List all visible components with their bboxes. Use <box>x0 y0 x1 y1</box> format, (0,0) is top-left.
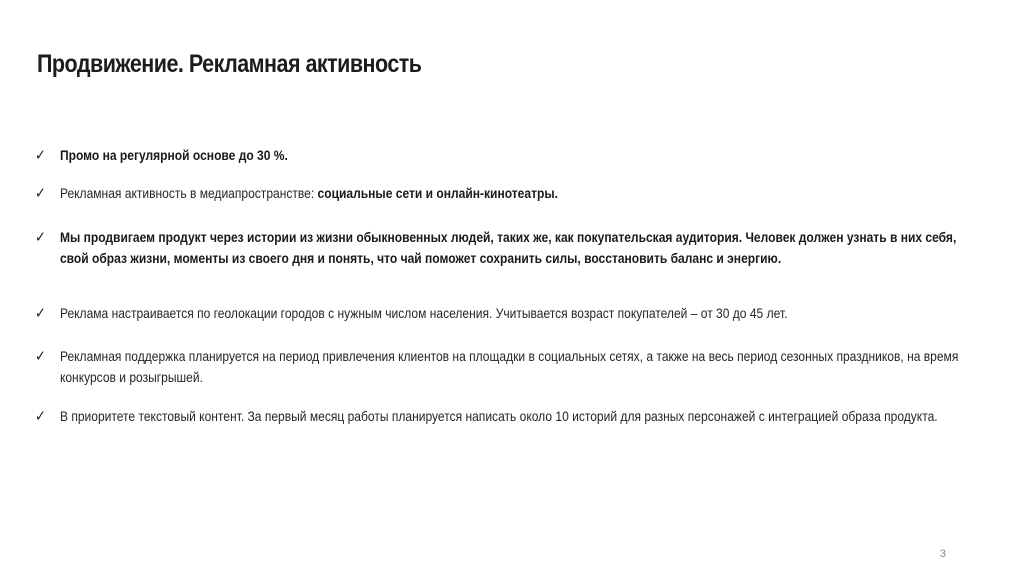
bullet-text-regular: Рекламная поддержка планируется на период привлечения клиентов на площадки в социальных сетях, а также на весь период сезонных праздников, на время конкурсов и розыгрышей. <box>59 348 959 385</box>
checkmark-icon: ✓ <box>35 147 46 164</box>
bullet-text <box>60 406 964 427</box>
bullet-text <box>60 145 964 166</box>
bullet-text-regular: В приоритете текстовый контент. За первый месяц работы планируется написать около 10 историй для разных персонажей с интеграцией образа продукта. <box>59 408 938 424</box>
bullet-item <box>35 303 964 324</box>
bullet-text-bold: Мы продвигаем продукт через истории из жизни обыкновенных людей, таких же, как покупательская аудитория. Человек должен узнать в них себя, свой образ жизни, моменты из своего дня и понять, что чай поможет сохранить силы, восстановить баланс и энергию. <box>59 229 957 266</box>
checkmark-icon: ✓ <box>35 305 46 322</box>
bullet-item <box>35 145 964 166</box>
bullet-text-bold: Промо на регулярной основе до 30 %. <box>59 147 288 163</box>
bullet-item <box>35 227 964 269</box>
bullet-text <box>60 303 964 324</box>
bullet-item <box>35 406 964 427</box>
checkmark-icon: ✓ <box>35 408 46 425</box>
bullet-item <box>35 183 964 204</box>
bullet-text <box>60 227 964 269</box>
checkmark-icon: ✓ <box>35 348 46 365</box>
bullet-text-bold: социальные сети и онлайн-кинотеатры. <box>317 185 558 201</box>
bullet-text <box>60 346 964 388</box>
bullet-item <box>35 346 964 388</box>
page-number: 3 <box>939 548 946 560</box>
bullet-text <box>60 183 964 204</box>
slide-title: Продвижение. Рекламная активность <box>37 50 422 78</box>
checkmark-icon: ✓ <box>35 185 46 202</box>
bullet-text-regular: Реклама настраивается по геолокации городов с нужным числом населения. Учитывается возраст покупателей – от 30 до 45 лет. <box>59 305 788 321</box>
bullet-text-regular: Рекламная активность в медиапространстве: <box>59 185 318 201</box>
checkmark-icon: ✓ <box>35 229 46 246</box>
